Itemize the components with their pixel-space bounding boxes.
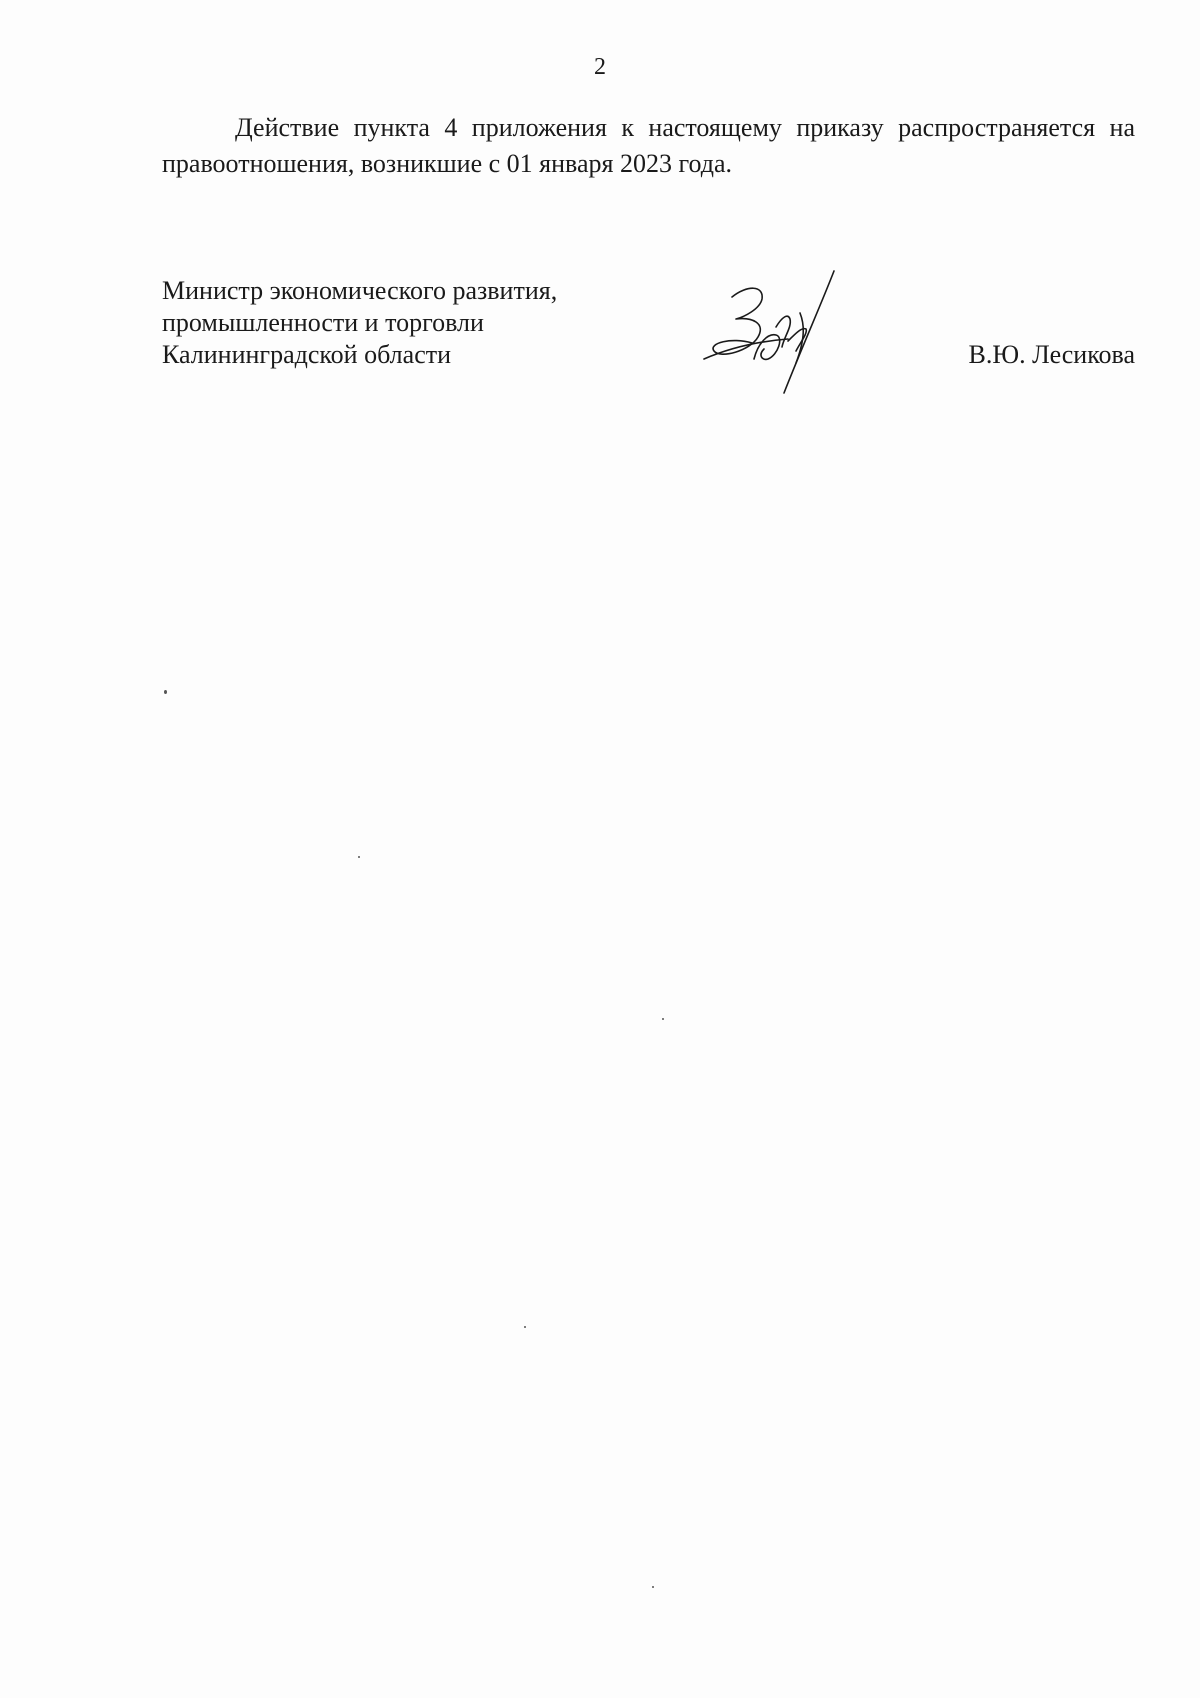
body-paragraph: Действие пункта 4 приложения к настоящему приказу распространяется на правоотношения, возникшие с 01 января 2023 года.: [162, 113, 1135, 178]
scan-speck: [524, 1326, 526, 1328]
signer-position-line: промышленности и торговли: [162, 308, 484, 337]
handwritten-signature: [692, 267, 842, 397]
signer-position-line: Калининградской области: [162, 340, 452, 369]
scan-speck: [164, 690, 167, 694]
page-number: 2: [594, 54, 606, 80]
scan-speck: [358, 856, 360, 858]
scan-speck: [662, 1018, 664, 1020]
signature-block: [162, 275, 1135, 425]
signer-position-line: Министр экономического развития,: [162, 276, 558, 305]
signer-name: В.Ю. Лесикова: [968, 340, 1135, 369]
signer-position: [162, 275, 557, 371]
scan-speck: [652, 1586, 654, 1588]
